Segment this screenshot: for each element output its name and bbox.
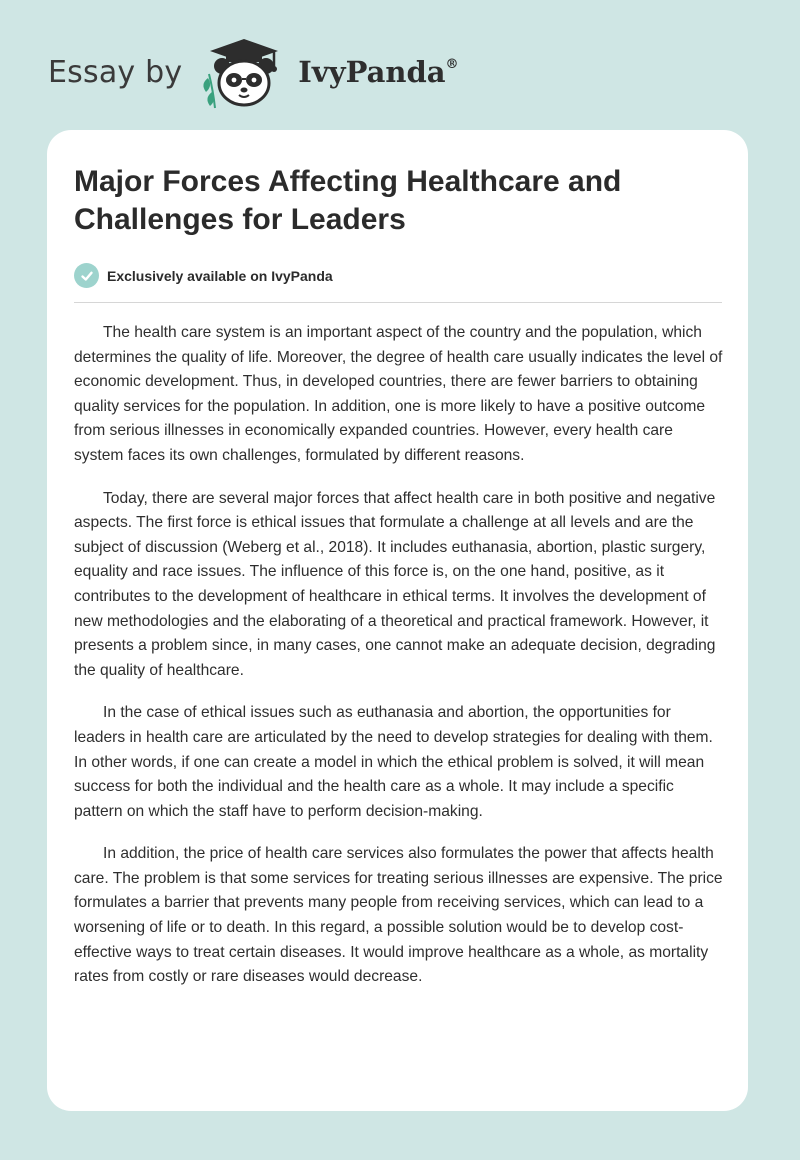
essay-title: Major Forces Affecting Healthcare and Challenges for Leaders xyxy=(74,165,622,236)
ivypanda-logo-icon[interactable] xyxy=(196,34,292,110)
essay-card xyxy=(47,130,748,1111)
brand-name: IvyPanda® xyxy=(298,55,459,89)
check-icon xyxy=(74,263,99,288)
paragraph: In the case of ethical issues such as euthanasia and abortion, the opportunities for leaders in health care are articulated by the need to develop strategies for dealing with them. In other words, if one can create a model in which the ethical problem is solved, it will mean success for both the individual and the health care as a whole. It may include a specific pattern on which the staff have to perform decision-making. xyxy=(74,704,713,820)
site-header xyxy=(48,34,459,110)
essay-by-label: Essay by xyxy=(48,54,183,90)
paragraph: The health care system is an important aspect of the country and the population, which determines the quality of life. Moreover, the degree of health care usually indicates the level of economic development. Thus, in developed countries, there are fewer barriers to obtaining quality services for the population. In addition, one is more likely to have a positive outcome from serious illnesses in economically expanded countries. However, every health care system faces its own challenges, formulated by different reasons. xyxy=(74,324,723,464)
paragraph: Today, there are several major forces that affect health care in both positive and negative aspects. The first force is ethical issues that formulate a challenge at all levels and are the subject of discussion (Weberg et al., 2018). It includes euthanasia, abortion, plastic surgery, equality and race issues. The influence of this force is, on the one hand, positive, as it contributes to the development of healthcare in ethical terms. It involves the development of new methodologies and the elaborating of a theoretical and practical framework. However, it presents a problem since, in many cases, one cannot make an adequate decision, degrading the quality of healthcare. xyxy=(74,489,716,679)
registered-mark: ® xyxy=(445,57,459,72)
essay-body xyxy=(74,321,724,1008)
divider xyxy=(74,302,722,303)
exclusive-badge xyxy=(74,263,333,288)
paragraph: In addition, the price of health care services also formulates the power that affects health care. The problem is that some services for treating serious illnesses are expensive. The price formulates a barrier that prevents many people from receiving services, which can lead to a worsening of life or to death. In this regard, a possible solution would be to develop cost-effective ways to treat certain diseases. It would improve healthcare as a whole, as mortality rates from costly or rare diseases would decrease. xyxy=(74,845,723,986)
badge-label: Exclusively available on IvyPanda xyxy=(107,267,333,284)
